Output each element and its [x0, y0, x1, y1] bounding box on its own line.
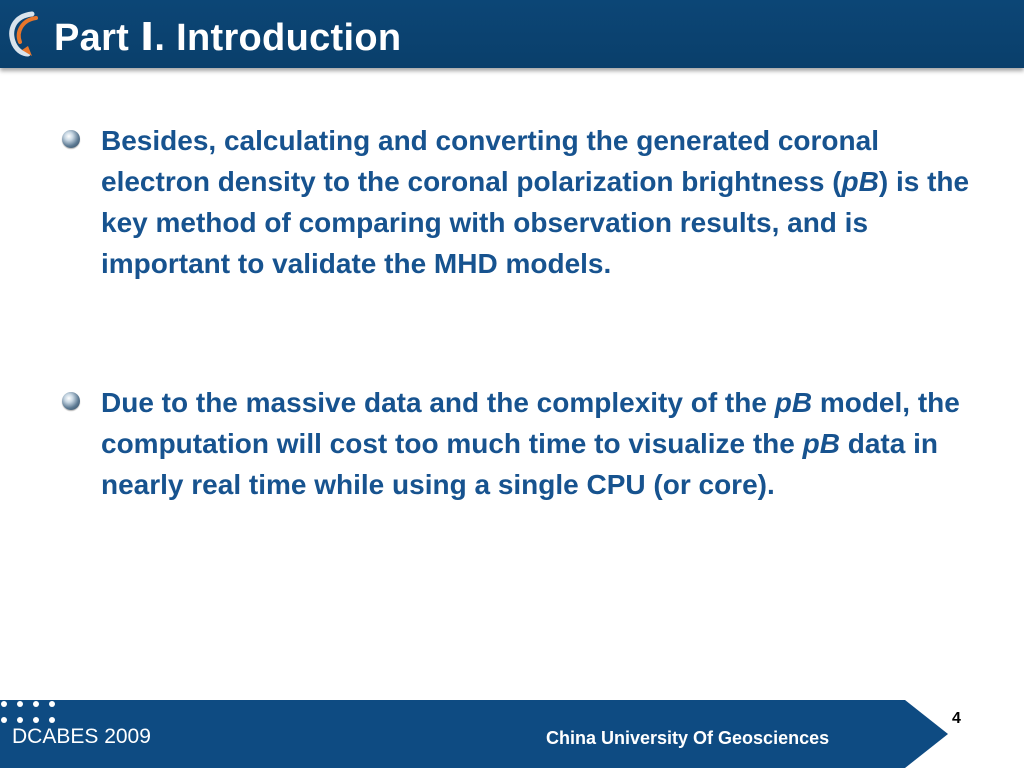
footer-banner — [0, 700, 1024, 768]
curved-arrow-logo-icon — [2, 10, 42, 60]
text-segment: Due to the massive data and the complexity of the — [101, 387, 775, 418]
text-segment: data in nearly real time while using a single CPU (or core). — [101, 428, 938, 500]
text-segment: model, the computation will cost too much time to visualize the — [101, 387, 960, 459]
italic-term: pB — [841, 166, 879, 197]
bullet-text — [101, 120, 971, 284]
italic-term: pB — [802, 428, 840, 459]
sphere-bullet-icon — [62, 130, 80, 148]
dots-grid-icon — [0, 700, 62, 724]
footer-bar — [0, 700, 1024, 768]
university-label: China University Of Geosciences — [546, 728, 830, 748]
bullet-text — [101, 382, 971, 505]
slide-title: Part Ⅰ. Introduction — [54, 17, 402, 59]
conference-label: DCABES 2009 — [12, 725, 151, 748]
italic-term: pB — [774, 387, 813, 418]
title-bar — [0, 0, 1024, 68]
page-number: 4 — [952, 710, 961, 727]
text-segment: Besides, calculating and converting the generated coronal electron density to the coronal polarization brightness ( — [101, 125, 879, 197]
sphere-bullet-icon — [62, 392, 80, 410]
text-segment: ) is the key method of comparing with observation results, and is important to validate the MHD models. — [101, 166, 970, 279]
